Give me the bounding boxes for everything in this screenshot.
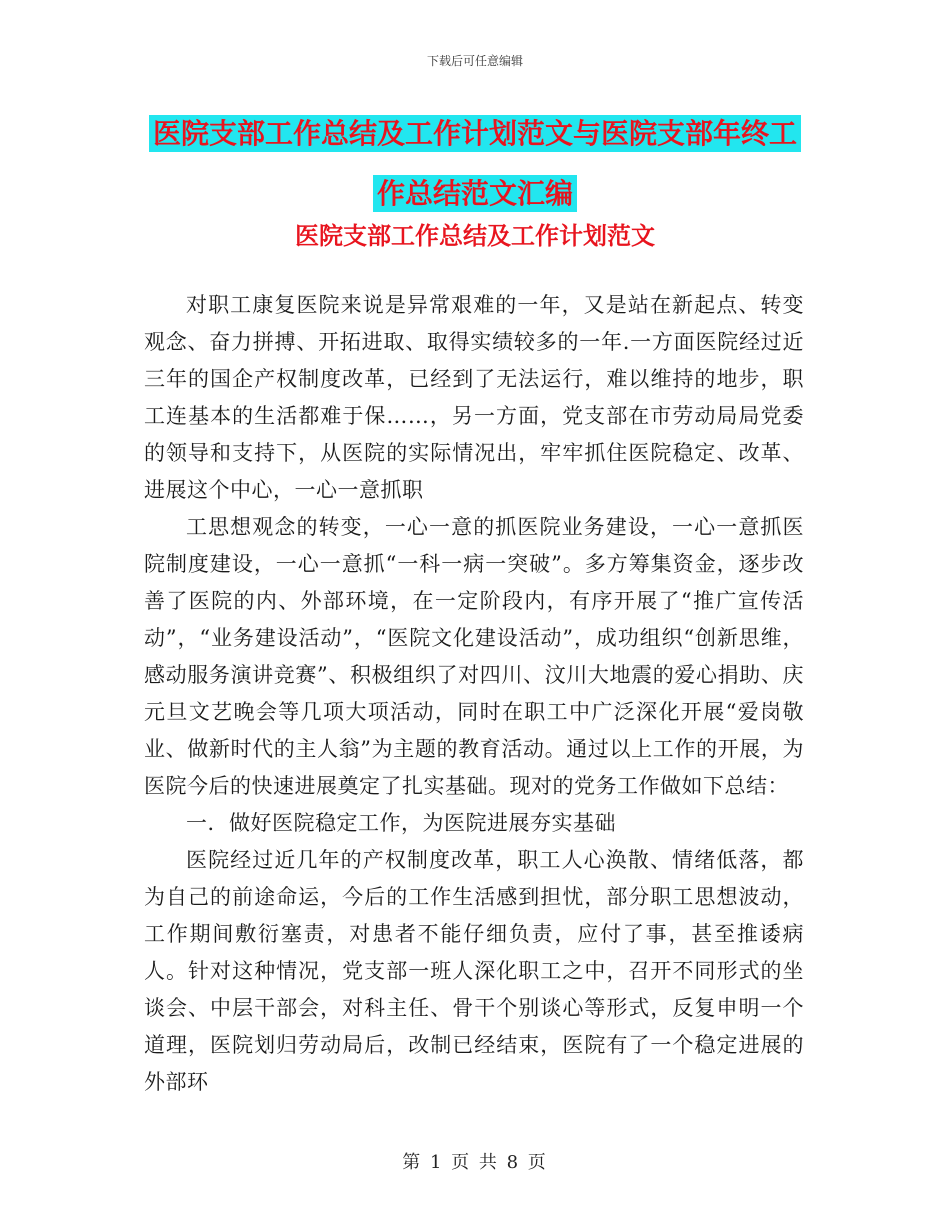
paragraph-heading: 一．做好医院稳定工作，为医院进展夯实基础 <box>186 811 616 835</box>
document-title <box>0 104 950 224</box>
body-text <box>144 287 804 1101</box>
paragraph: 医院经过近几年的产权制度改革，职工人心涣散、情绪低落，都为自己的前途命运，今后的工作生活感到担忧，部分职工思想波动，工作期间敷衍塞责，对患者不能仔细负责，应付了事，甚至推诿病人。针对这种情况，党支部一班人深化职工之中，召开不同形式的坐谈会、中层干部会，对科主任、骨干个别谈心等形式，反复申明一个道理，医院划归劳动局后，改制已经结束，医院有了一个稳定进展的外部环 <box>144 848 804 1094</box>
title-line-2: 作总结范文汇编 <box>373 175 577 212</box>
paragraph: 工思想观念的转变，一心一意的抓医院业务建设，一心一意抓医院制度建设，一心一意抓“一科一病一突破”。多方筹集资金，逐步改善了医院的内、外部环境，在一定阶段内，有序开展了“推广宣传活动”，“业务建设活动”，“医院文化建设活动”，成功组织“创新思维，感动服务演讲竞赛”、积极组织了对四川、汶川大地震的爱心捐助、庆元旦文艺晚会等几项大项活动，同时在职工中广泛深化开展“爱岗敬业、做新时代的主人翁”为主题的教育活动。通过以上工作的开展，为医院今后的快速进展奠定了扎实基础。现对的党务工作做如下总结： <box>144 515 804 798</box>
section-title: 医院支部工作总结及工作计划范文 <box>295 221 655 250</box>
title-line-1: 医院支部工作总结及工作计划范文与医院支部年终工 <box>149 115 801 152</box>
page-number: 第 1 页 共 8 页 <box>402 1152 548 1173</box>
paragraph: 对职工康复医院来说是异常艰难的一年，又是站在新起点、转变观念、奋力拼搏、开拓进取、取得实绩较多的一年.一方面医院经过近三年的国企产权制度改革，已经到了无法运行，难以维持的地步，职工连基本的生活都难于保……，另一方面，党支部在市劳动局局党委的领导和支持下，从医院的实际情况出，牢牢抓住医院稳定、改革、进展这个中心，一心一意抓职 <box>144 293 804 502</box>
page-header-note: 下载后可任意编辑 <box>426 54 523 68</box>
